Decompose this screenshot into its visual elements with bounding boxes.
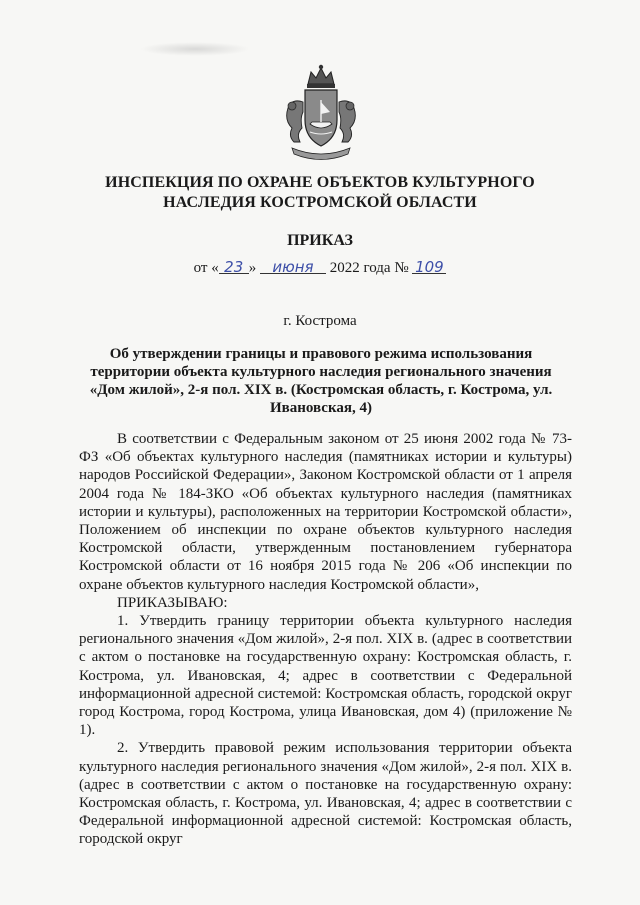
scan-smudge bbox=[140, 42, 250, 56]
handwritten-month: июня bbox=[260, 258, 326, 276]
order-word: ПРИКАЗЫВАЮ: bbox=[117, 594, 228, 611]
item-2-paragraph: 2. Утвердить правовой режим использования территории объекта культурного наследия регионального значения «Дом жилой», 2-я пол. XIX в. (адрес в соответствии с актом о постановке на государственную охрану: Костромская область, г. Кострома, ул. Ивановская, 4; адрес в соответствии с Федеральной информационной адресной системой: Костромская область, городской округ bbox=[79, 740, 572, 848]
city-name: г. Кострома bbox=[283, 313, 357, 329]
order-body bbox=[79, 430, 572, 849]
preamble-paragraph: В соответствии с Федеральным законом от 25 июня 2002 года № 73-ФЗ «Об объектах культурного наследия (памятниках истории и культуры) народов Российской Федерации», Законом Костромской области от 1 апреля 2004 года № 184-ЗКО «Об объектах культурного наследия (памятниках истории и культуры), расположенных на территории Костромской области», Положением об инспекции по охране объектов культурного наследия Костромской области, утвержденным постановлением губернатора Костромской области от 16 ноября 2015 года № 206 «Об инспекции по охране объектов культурного наследия Костромской области», bbox=[79, 431, 572, 593]
handwritten-order-number: 109 bbox=[412, 258, 446, 276]
document-type-title: ПРИКАЗ bbox=[287, 232, 353, 249]
order-subject: Об утверждении границы и правового режима использования территории объекта культурного наследия регионального значения «Дом жилой», 2-я пол. XIX в. (Костромская область, г. Кострома, ул. Ивановская, 4) bbox=[89, 346, 553, 416]
item-1-paragraph: 1. Утвердить границу территории объекта культурного наследия регионального значения «Дом жилой», 2-я пол. XIX в. (адрес в соответствии с актом о постановке на государственную охрану: Костромская область, г. Кострома, ул. Ивановская, 4; адрес в соответствии с Федеральной информационной адресной системой: Костромская область, городской округ город Кострома, город Кострома, улица Ивановская, дом 4) (приложение № 1). bbox=[79, 613, 572, 739]
date-year-text: 2022 года № bbox=[329, 260, 409, 276]
handwritten-day: 23 bbox=[219, 258, 249, 276]
date-prefix: от « bbox=[193, 260, 219, 276]
date-quote-close: » bbox=[248, 260, 257, 276]
organization-name: ИНСПЕКЦИЯ ПО ОХРАНЕ ОБЪЕКТОВ КУЛЬТУРНОГО НАСЛЕДИЯ КОСТРОМСКОЙ ОБЛАСТИ bbox=[105, 174, 535, 211]
coat-of-arms-icon bbox=[278, 62, 364, 166]
order-date-line bbox=[60, 258, 580, 277]
